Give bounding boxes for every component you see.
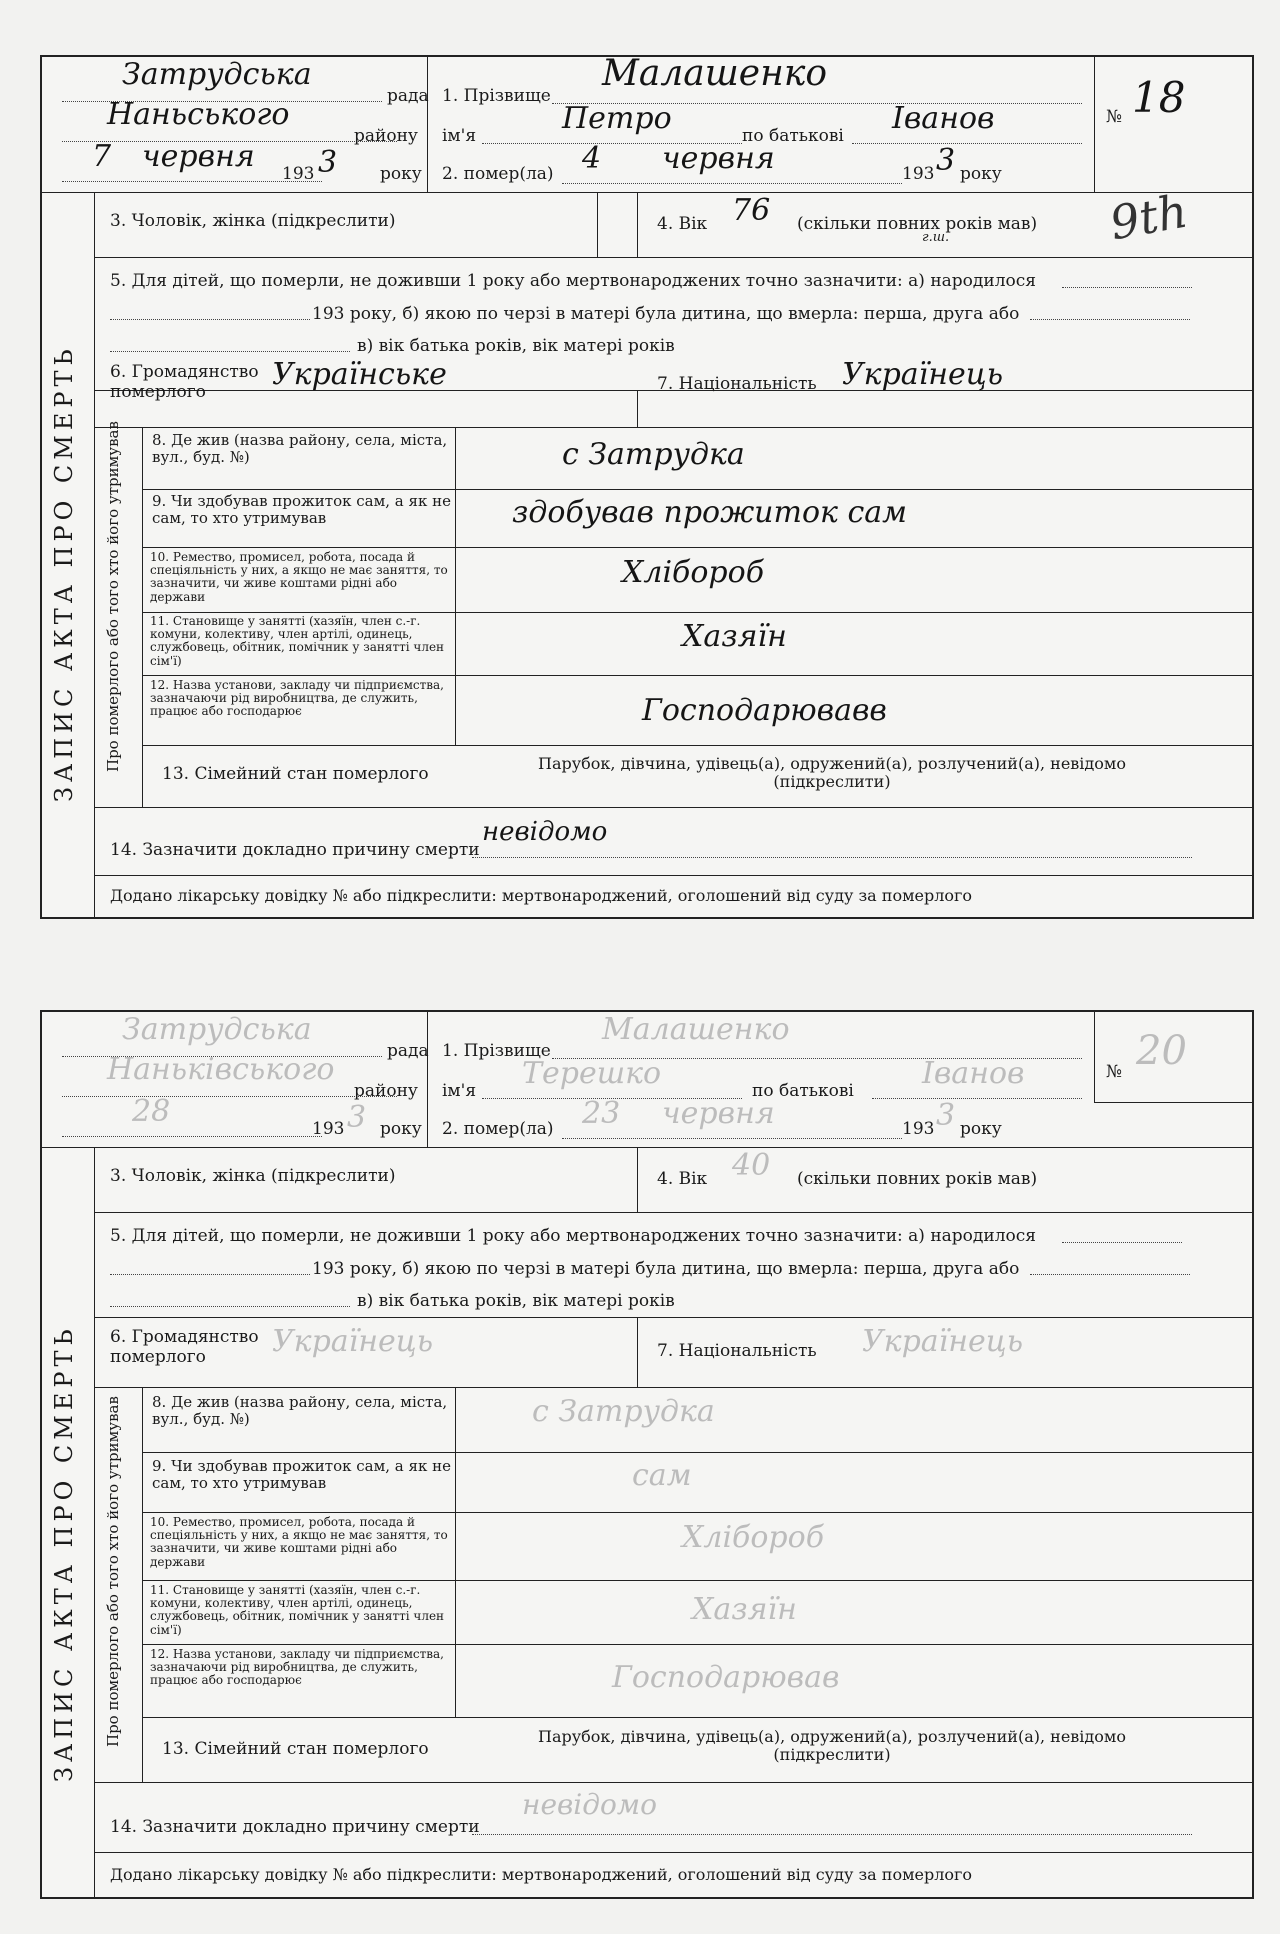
- q5-line3: в) вік батька років, вік матері років: [357, 1291, 675, 1311]
- reg-year-suffix: року: [380, 1119, 422, 1139]
- citizenship-handwriting: Українське: [272, 357, 447, 392]
- dotted-line: [110, 1306, 350, 1307]
- q12-handwriting: Господарював: [612, 1660, 840, 1695]
- divider: [142, 1717, 1252, 1718]
- q9-handwriting: сам: [632, 1458, 692, 1493]
- age-handwriting: 40: [732, 1148, 771, 1183]
- q11-label: 11. Становище у занятті (хазяїн, член с.-г. комуни, колективу, член артілі, одинець, службовець, обітник, помічник у занятті член сім'ї): [150, 1583, 445, 1637]
- divider: [94, 1317, 1252, 1318]
- q11-handwriting: Хазяїн: [682, 619, 787, 654]
- q10-handwriting: Хлібороб: [682, 1520, 825, 1555]
- name-handwriting: Терешко: [522, 1056, 662, 1091]
- patronymic-label: по батькові: [752, 1081, 854, 1101]
- divider: [637, 1317, 638, 1387]
- footer-text: Додано лікарську довідку № або підкреслити: мертвонароджений, оголошений від суду за померлого: [110, 1865, 973, 1884]
- q5-line2: 193 року, б) якою по черзі в матері була дитина, що вмерла: перша, друга або: [312, 304, 1020, 324]
- surname-handwriting: Малашенко: [602, 1012, 790, 1047]
- death-record-form-1: [40, 55, 1254, 919]
- q11-label: 11. Становище у занятті (хазяїн, член с.-г. комуни, колективу, член артілі, одинець, службовець, обітник, помічник у занятті член сім'ї): [150, 614, 445, 668]
- age-label: 4. Вік: [657, 214, 708, 234]
- divider: [455, 1387, 456, 1717]
- divider: [1094, 57, 1095, 192]
- divider: [94, 427, 1252, 428]
- age-note-handwriting: г.ш.: [922, 230, 950, 245]
- died-label: 2. помер(ла): [442, 1119, 554, 1139]
- council-label: рада: [387, 1041, 429, 1061]
- died-month-handwriting: червня: [662, 141, 775, 176]
- district-label: району: [354, 1081, 418, 1101]
- q13-options: Парубок, дівчина, удівець(а), одружений(а), розлучений(а), невідомо (підкреслити): [538, 1727, 1126, 1765]
- divider: [427, 1012, 428, 1147]
- divider: [142, 489, 1252, 490]
- q9-handwriting: здобував прожиток сам: [512, 495, 908, 530]
- reg-day-handwriting: 7: [92, 139, 112, 174]
- age-handwriting: 76: [732, 193, 771, 228]
- divider: [142, 675, 1252, 676]
- q11-handwriting: Хазяїн: [692, 1592, 797, 1627]
- q8-label: 8. Де жив (назва району, села, міста, вул., буд. №): [152, 431, 448, 467]
- died-year-suffix: року: [960, 164, 1002, 184]
- reg-year-prefix: 193: [282, 164, 315, 184]
- q13-label: 13. Сімейний стан померлого: [162, 1739, 429, 1759]
- dotted-line: [110, 351, 350, 352]
- vertical-title: ЗАПИС АКТА ПРО СМЕРТЬ: [50, 1324, 78, 1782]
- q13-label: 13. Сімейний стан померлого: [162, 764, 429, 784]
- dotted-line: [472, 1834, 1192, 1835]
- q14-label: 14. Зазначити докладно причину смерти: [110, 840, 480, 860]
- q14-handwriting: невідомо: [522, 1788, 657, 1821]
- dotted-line: [110, 1274, 310, 1275]
- number-label: №: [1106, 1062, 1123, 1082]
- age-suffix: (скільки повних років мав): [797, 1169, 1038, 1189]
- citizenship-label: 6. Громадянство померлого: [110, 362, 259, 402]
- divider: [597, 192, 598, 257]
- number-handwriting: 20: [1136, 1028, 1187, 1074]
- reg-month-handwriting: червня: [142, 139, 255, 174]
- death-record-form-2: [40, 1010, 1254, 1899]
- q5-line1: 5. Для дітей, що померли, не доживши 1 року або мертвонароджених точно зазначити: а) народилося: [110, 1226, 1036, 1246]
- divider: [1094, 1012, 1095, 1102]
- died-month-handwriting: червня: [662, 1096, 775, 1131]
- q8-handwriting: с Затрудка: [562, 437, 745, 472]
- name-handwriting: Петро: [562, 101, 672, 136]
- dotted-line: [1030, 319, 1190, 320]
- divider: [94, 1782, 1252, 1783]
- surname-handwriting: Малашенко: [602, 53, 827, 94]
- surname-label: 1. Прізвище: [442, 1041, 551, 1061]
- divider: [142, 1644, 1252, 1645]
- divider: [94, 1852, 1252, 1853]
- number-handwriting: 18: [1132, 73, 1186, 122]
- dotted-line: [1062, 1242, 1182, 1243]
- died-year-prefix: 193: [902, 164, 935, 184]
- dotted-line: [472, 857, 1192, 858]
- name-label: ім'я: [442, 1081, 477, 1101]
- q5-line1: 5. Для дітей, що померли, не доживши 1 року або мертвонароджених точно зазначити: а) народилося: [110, 271, 1036, 291]
- dotted-line: [852, 143, 1082, 144]
- divider: [42, 1147, 1252, 1148]
- died-label: 2. помер(ла): [442, 164, 554, 184]
- died-year-prefix: 193: [902, 1119, 935, 1139]
- died-year-handwriting: 3: [936, 143, 956, 178]
- surname-label: 1. Прізвище: [442, 86, 551, 106]
- patronymic-handwriting: Іванов: [922, 1056, 1025, 1091]
- divider: [94, 807, 1252, 808]
- patronymic-label: по батькові: [742, 126, 844, 146]
- divider: [142, 1387, 143, 1782]
- patronymic-handwriting: Іванов: [892, 101, 995, 136]
- q14-label: 14. Зазначити докладно причину смерти: [110, 1817, 480, 1837]
- died-day-handwriting: 23: [582, 1096, 621, 1131]
- dotted-line: [1030, 1274, 1190, 1275]
- age-suffix: (скільки повних років мав): [797, 214, 1038, 234]
- dotted-line: [62, 1096, 397, 1097]
- reg-year-handwriting: 3: [318, 145, 338, 180]
- council-handwriting: Затрудська: [122, 1012, 312, 1047]
- q9-label: 9. Чи здобував прожиток сам, а як не сам, то хто утримував: [152, 1457, 451, 1493]
- divider: [94, 192, 95, 917]
- nationality-label: 7. Національність: [657, 374, 817, 394]
- q5-line2: 193 року, б) якою по черзі в матері була дитина, що вмерла: перша, друга або: [312, 1259, 1020, 1279]
- divider: [1094, 1102, 1252, 1103]
- died-year-suffix: року: [960, 1119, 1002, 1139]
- divider: [94, 1387, 1252, 1388]
- dotted-line: [62, 1136, 322, 1137]
- side-label: Про померлого або того хто його утримував: [104, 421, 122, 772]
- council-label: рада: [387, 86, 429, 106]
- number-label: №: [1106, 107, 1123, 127]
- q12-label: 12. Назва установи, закладу чи підприємства, зазначаючи рід виробництва, де служить, працює або господарює: [150, 1647, 444, 1688]
- divider: [142, 427, 143, 807]
- divider: [637, 390, 638, 427]
- footer-text: Додано лікарську довідку № або підкреслити: мертвонароджений, оголошений від суду за померлого: [110, 886, 973, 905]
- divider: [142, 612, 1252, 613]
- divider: [42, 192, 1252, 193]
- margin-stamp: 9th: [1105, 183, 1192, 251]
- citizenship-label: 6. Громадянство померлого: [110, 1327, 259, 1367]
- divider: [637, 192, 638, 257]
- died-day-handwriting: 4: [582, 141, 602, 176]
- dotted-line: [562, 1138, 902, 1139]
- divider: [94, 875, 1252, 876]
- q10-label: 10. Ремество, промисел, робота, посада й спеціяльність у них, а якщо не має заняття, то зазначити, чи живе коштами рідні або держави: [150, 550, 448, 604]
- district-label: району: [354, 126, 418, 146]
- q5-line3: в) вік батька років, вік матері років: [357, 336, 675, 356]
- divider: [142, 547, 1252, 548]
- council-handwriting: Затрудська: [122, 57, 312, 92]
- divider: [142, 745, 1252, 746]
- q12-label: 12. Назва установи, закладу чи підприємства, зазначаючи рід виробництва, де служить, працює або господарює: [150, 678, 444, 719]
- q9-label: 9. Чи здобував прожиток сам, а як не сам, то хто утримував: [152, 492, 451, 528]
- divider: [427, 57, 428, 192]
- reg-year-prefix: 193: [312, 1119, 345, 1139]
- died-year-handwriting: 3: [936, 1098, 956, 1133]
- divider: [94, 257, 1252, 258]
- divider: [94, 1212, 1252, 1213]
- dotted-line: [1062, 287, 1192, 288]
- q13-options: Парубок, дівчина, удівець(а), одружений(а), розлучений(а), невідомо (підкреслити): [538, 754, 1126, 792]
- vertical-title: ЗАПИС АКТА ПРО СМЕРТЬ: [50, 344, 78, 802]
- divider: [455, 427, 456, 745]
- citizenship-handwriting: Українець: [272, 1324, 434, 1359]
- sex-label: 3. Чоловік, жінка (підкреслити): [110, 1166, 396, 1186]
- dotted-line: [562, 183, 902, 184]
- q14-handwriting: невідомо: [482, 817, 608, 847]
- q10-handwriting: Хлібороб: [622, 555, 765, 590]
- divider: [142, 1512, 1252, 1513]
- nationality-handwriting: Українець: [842, 357, 1004, 392]
- nationality-handwriting: Українець: [862, 1324, 1024, 1359]
- nationality-label: 7. Національність: [657, 1341, 817, 1361]
- reg-year-suffix: року: [380, 164, 422, 184]
- divider: [142, 1452, 1252, 1453]
- q12-handwriting: Господарювавв: [642, 693, 887, 728]
- dotted-line: [872, 1098, 1082, 1099]
- divider: [142, 1580, 1252, 1581]
- divider: [94, 1147, 95, 1897]
- q10-label: 10. Ремество, промисел, робота, посада й спеціяльність у них, а якщо не має заняття, то зазначити, чи живе коштами рідні або держави: [150, 1515, 448, 1569]
- district-handwriting: Наньківського: [107, 1052, 335, 1087]
- name-label: ім'я: [442, 126, 477, 146]
- reg-year-handwriting: 3: [347, 1100, 367, 1135]
- side-label: Про померлого або того хто його утримував: [104, 1396, 122, 1747]
- age-label: 4. Вік: [657, 1169, 708, 1189]
- dotted-line: [110, 319, 310, 320]
- q8-handwriting: с Затрудка: [532, 1394, 715, 1429]
- sex-label: 3. Чоловік, жінка (підкреслити): [110, 211, 396, 231]
- reg-day-handwriting: 28: [132, 1094, 171, 1129]
- divider: [637, 1147, 638, 1212]
- q8-label: 8. Де жив (назва району, села, міста, вул., буд. №): [152, 1393, 448, 1429]
- district-handwriting: Наньського: [107, 97, 290, 132]
